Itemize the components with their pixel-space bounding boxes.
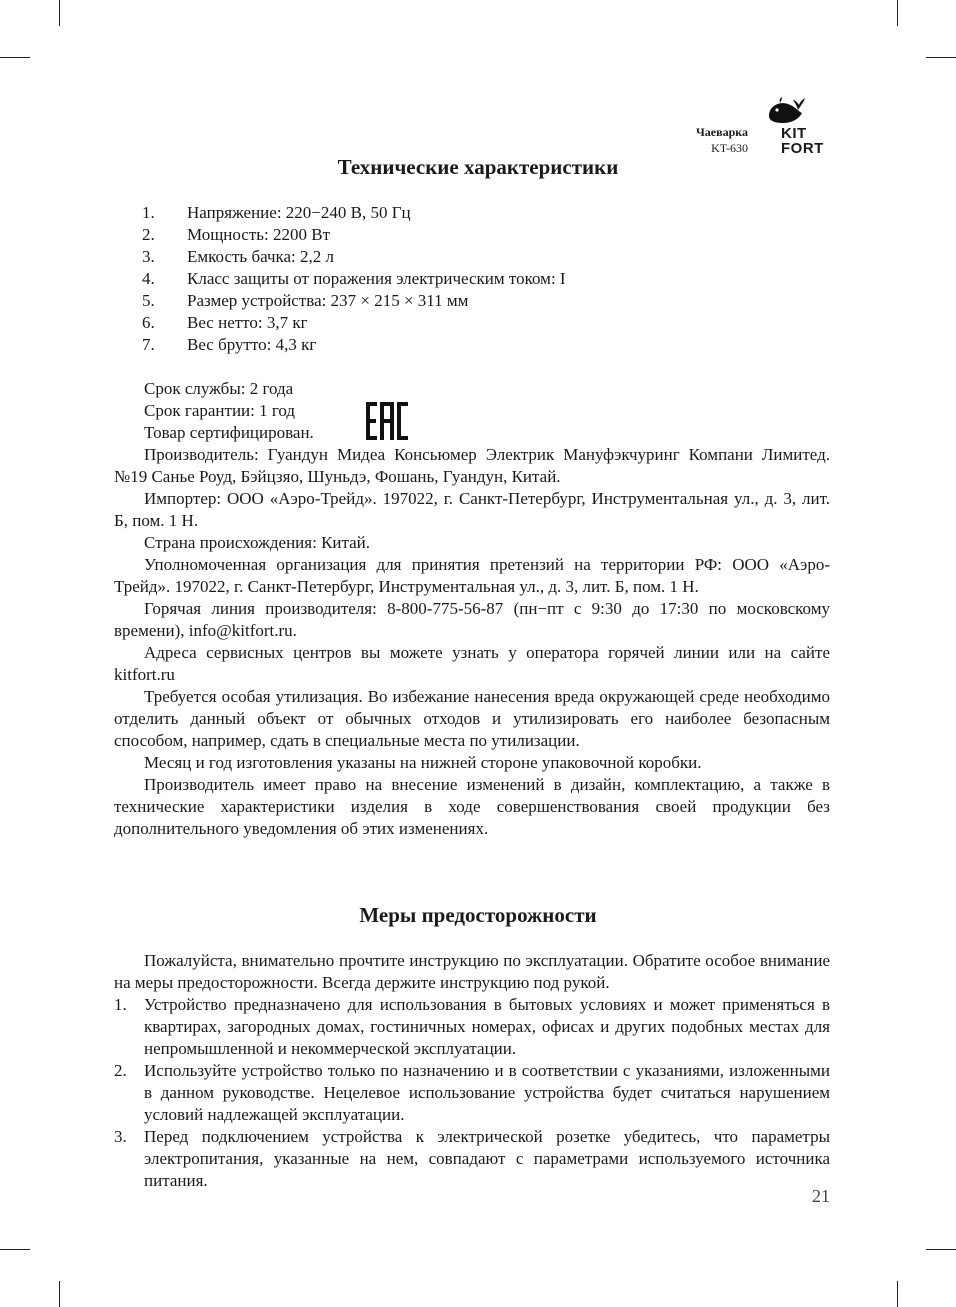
item-text: Вес нетто: 3,7 кг [187, 313, 308, 332]
claims-org-paragraph: Уполномоченная организация для принятия претензий на территории РФ: ООО «Аэро-Трейд». 197022, г. Санкт-Петербург, Инструментальная ул., д. 3, лит. Б, пом. 1 Н. [114, 555, 830, 596]
item-number: 2. [114, 1061, 127, 1080]
item-text: Вес брутто: 4,3 кг [187, 335, 317, 354]
list-item [114, 1060, 830, 1126]
certified-text: Товар сертифицирован. [144, 423, 314, 442]
hotline-paragraph: Горячая линия производителя: 8-800-775-56-87 (пн−пт с 9:30 до 17:30 по московскому времени), info@kitfort.ru. [114, 599, 830, 640]
list-item [0, 202, 956, 224]
item-text: Емкость бачка: 2,2 л [187, 247, 335, 266]
item-text: Мощность: 2200 Вт [187, 225, 331, 244]
tech-specs-list [0, 202, 956, 356]
kitfort-logo [762, 96, 832, 158]
item-number: 5. [142, 291, 155, 310]
item-number: 1. [142, 203, 155, 222]
list-item [0, 224, 956, 246]
crop-mark [926, 1249, 956, 1250]
item-text: Класс защиты от поражения электрическим током: I [187, 269, 566, 288]
precautions-list [114, 994, 830, 1192]
list-item [0, 268, 956, 290]
precautions-intro-block [114, 950, 830, 994]
origin-paragraph: Страна происхождения: Китай. [144, 533, 371, 552]
item-text: Размер устройства: 237 × 215 × 311 мм [187, 291, 469, 310]
list-item [0, 290, 956, 312]
changes-paragraph: Производитель имеет право на внесение изменений в дизайн, комплектацию, а также в технические характеристики изделия в ходе совершенствования своей продукции без дополнительного уведомления об этих изменениях. [114, 775, 830, 838]
manufacture-date-paragraph: Месяц и год изготовления указаны на нижней стороне упаковочной коробки. [144, 753, 702, 772]
manufacturer-paragraph: Производитель: Гуандун Мидеа Консьюмер Электрик Мануфэкчуринг Компани Лимитед. №19 Санье Роуд, Бэйцзяо, Шуньдэ, Фошань, Гуандун, Китай. [114, 445, 830, 486]
item-number: 3. [114, 1127, 127, 1146]
crop-mark [0, 1249, 30, 1250]
list-item [0, 334, 956, 356]
crop-mark [897, 1281, 898, 1307]
item-number: 6. [142, 313, 155, 332]
item-number: 3. [142, 247, 155, 266]
list-item [114, 1126, 830, 1192]
item-text: Напряжение: 220−240 В, 50 Гц [187, 203, 411, 222]
list-item [0, 246, 956, 268]
disposal-paragraph: Требуется особая утилизация. Во избежание нанесения вреда окружающей среде необходимо отделить данный объект от обычных отходов и утилизировать его наиболее безопасным способом, например, сдать в специальные места по утилизации. [114, 687, 830, 750]
precautions-title: Меры предосторожности [359, 903, 597, 927]
header-product-info [640, 124, 748, 156]
item-number: 4. [142, 269, 155, 288]
precautions-intro: Пожалуйста, внимательно прочтите инструкцию по эксплуатации. Обратите особое внимание на меры предосторожности. Всегда держите инструкцию под рукой. [114, 951, 830, 992]
product-model: KT-630 [711, 141, 748, 155]
eac-certification-mark [366, 402, 408, 440]
item-text: Перед подключением устройства к электрической розетке убедитесь, что параметры электропитания, указанные на нем, совпадают с параметрами используемого источника питания. [144, 1127, 830, 1190]
service-life: Срок службы: 2 года [144, 379, 294, 398]
crop-mark [59, 1281, 60, 1307]
item-text: Устройство предназначено для использования в бытовых условиях и может применяться в квартирах, загородных домах, гостиничных номерах, офисах и других подобных местах для непромышленной и некоммерческой эксплуатации. [144, 995, 830, 1058]
crop-mark [59, 0, 60, 26]
manufacturer-info [114, 444, 830, 840]
item-number: 2. [142, 225, 155, 244]
item-number: 1. [114, 995, 127, 1014]
tech-specs-title: Технические характеристики [337, 155, 619, 179]
item-text: Используйте устройство только по назначению и в соответствии с указаниями, изложенными в данном руководстве. Нецелевое использование устройства будет считаться нарушением условий надлежащей эксплуатации. [144, 1061, 830, 1124]
list-item [114, 994, 830, 1060]
warranty: Срок гарантии: 1 год [144, 401, 296, 420]
page-number: 21 [812, 1186, 830, 1206]
logo-text-kit: KIT [781, 125, 807, 142]
crop-mark [897, 0, 898, 26]
item-number: 7. [142, 335, 155, 354]
logo-text-fort: FORT [781, 140, 824, 157]
crop-mark [926, 57, 956, 58]
list-item [0, 312, 956, 334]
product-name: Чаеварка [695, 125, 748, 139]
crop-mark [0, 57, 30, 58]
service-centers-paragraph: Адреса сервисных центров вы можете узнать у оператора горячей линии или на сайте kitfort.ru [114, 643, 830, 684]
whale-icon [766, 96, 806, 126]
importer-paragraph: Импортер: ООО «Аэро-Трейд». 197022, г. Санкт-Петербург, Инструментальная ул., д. 3, лит. Б, пом. 1 Н. [114, 489, 830, 530]
